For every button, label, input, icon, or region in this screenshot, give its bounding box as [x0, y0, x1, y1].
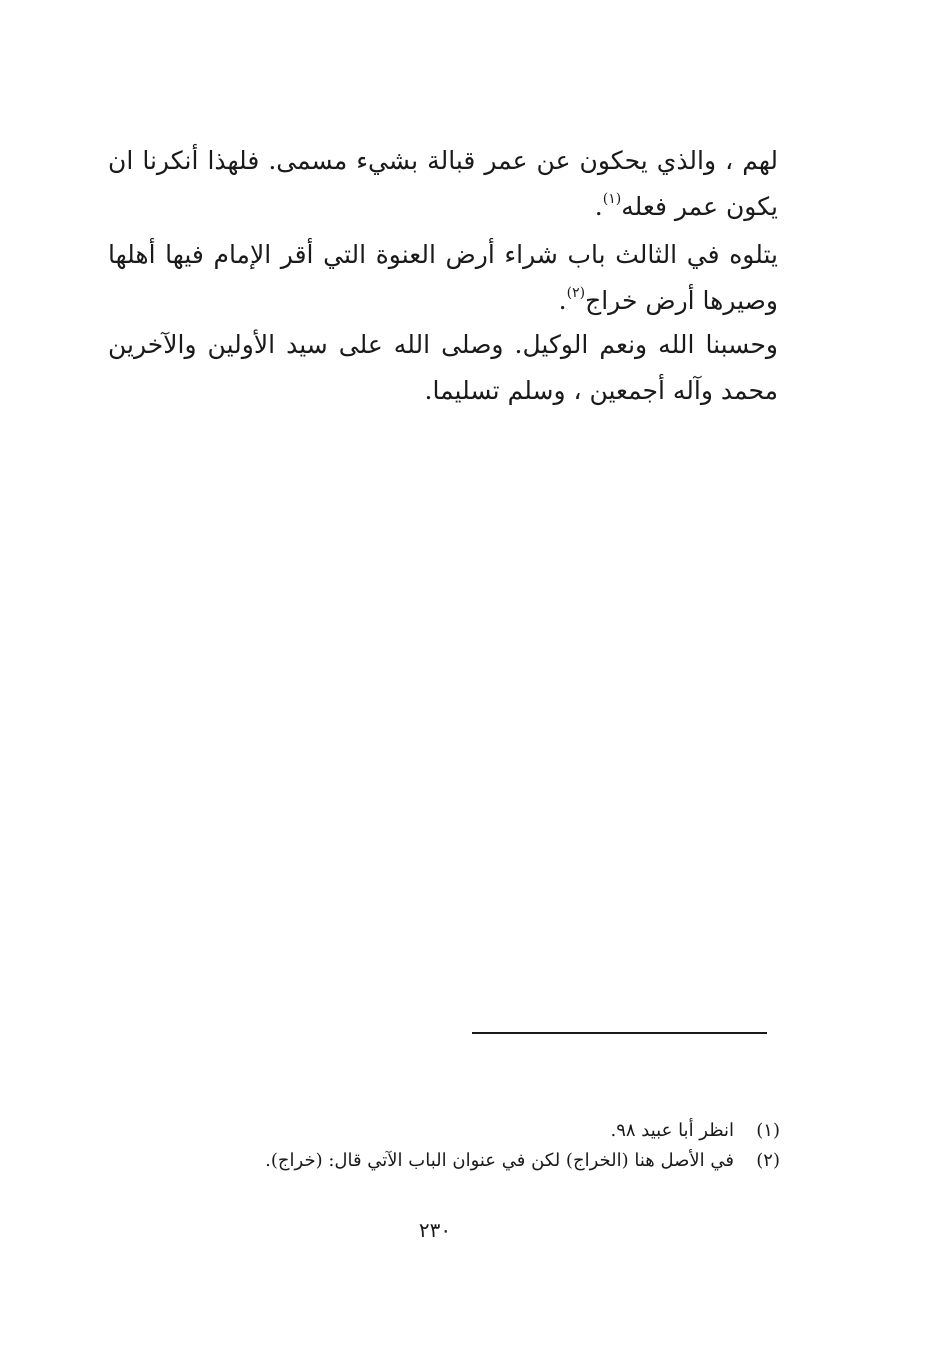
footnote-separator — [472, 1032, 767, 1034]
paragraph-2 — [108, 232, 778, 324]
paragraph-text: لهم ، والذي يحكون عن عمر قبالة بشيء مسمى. فلهذا أنكرنا ان يكون عمر فعله — [108, 146, 778, 221]
footnote-number: (٢) — [756, 1150, 780, 1171]
footnote-2 — [180, 1146, 780, 1176]
footnote-ref-2: (٢) — [566, 285, 586, 301]
page-number: ٢٣٠ — [418, 1218, 452, 1242]
paragraph-3 — [108, 322, 778, 414]
paragraph-end-punct: . — [594, 192, 603, 221]
paragraph-1 — [108, 138, 778, 230]
footnote-ref-1: (١) — [602, 191, 622, 207]
paragraph-text: يتلوه في الثالث باب شراء أرض العنوة التي أقر الإمام فيها أهلها وصيرها أرض خراج — [108, 240, 778, 315]
footnote-text: في الأصل هنا (الخراج) لكن في عنوان الباب الآتي قال: (خراج). — [265, 1150, 734, 1171]
footnotes — [180, 1116, 780, 1176]
paragraph-end-punct: . — [558, 286, 567, 315]
paragraph-text: وحسبنا الله ونعم الوكيل. وصلى الله على سيد الأولين والآخرين محمد وآله أجمعين ، وسلم تسليما. — [108, 330, 778, 405]
footnote-1 — [180, 1116, 780, 1146]
footnote-text: انظر أبا عبيد ٩٨. — [610, 1120, 734, 1141]
footnote-number: (١) — [756, 1120, 780, 1141]
